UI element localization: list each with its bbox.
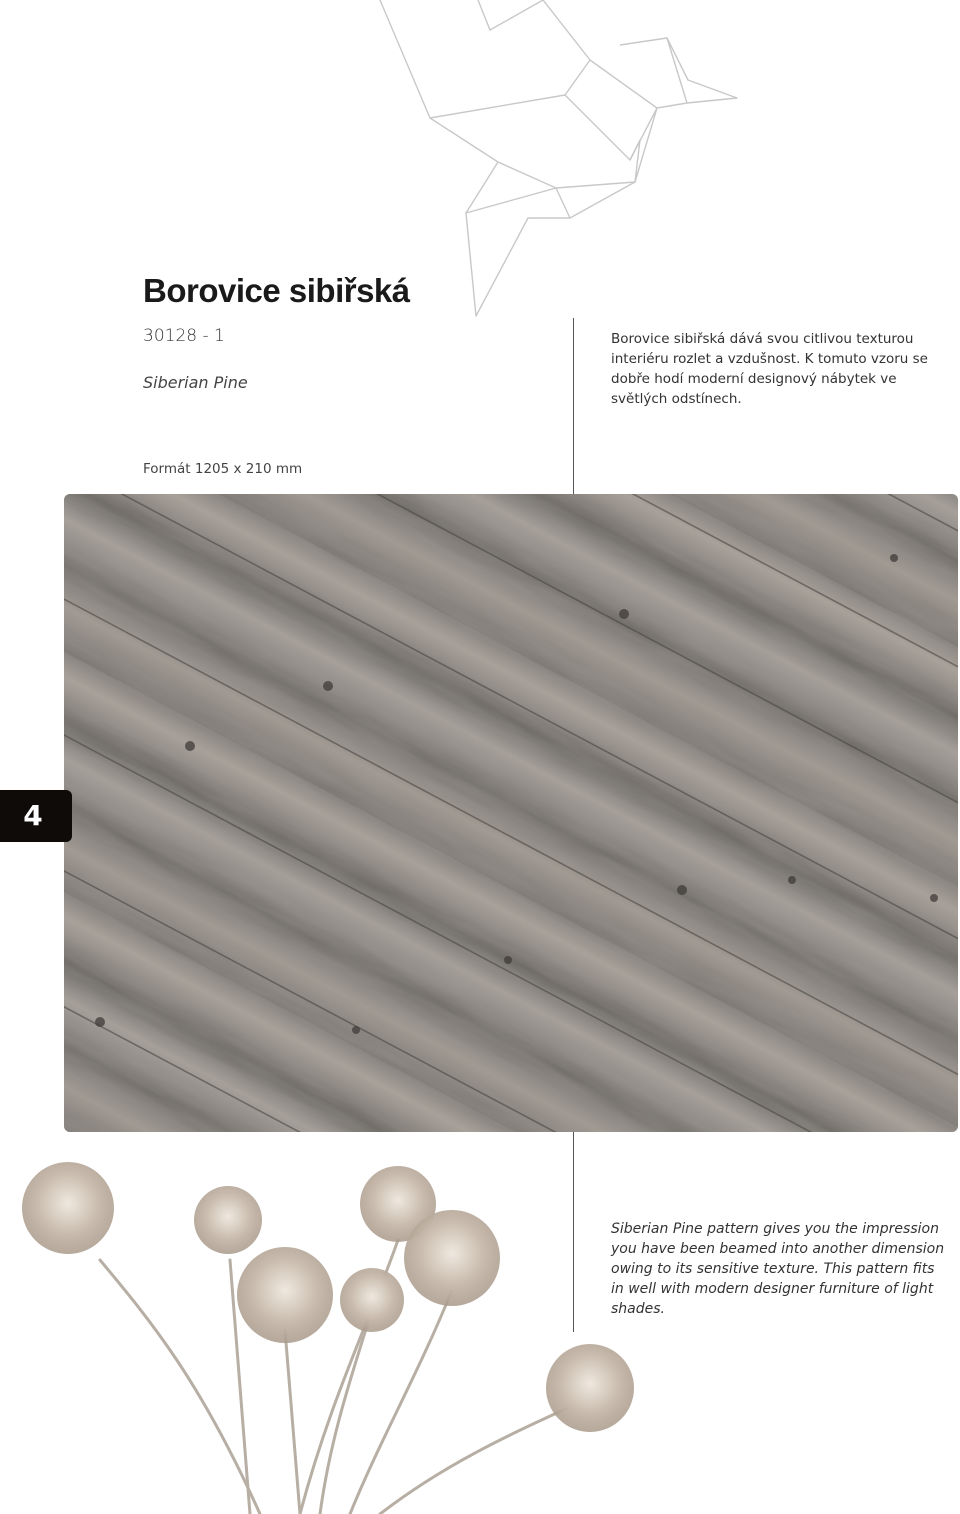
product-title: Borovice sibiřská	[143, 272, 410, 309]
description-czech: Borovice sibiřská dává svou citlivou texturou interiéru rozlet a vzdušnost. K tomuto vzoru se dobře hodí moderní designový nábytek ve světlých odstínech.	[611, 331, 928, 407]
description-english: Siberian Pine pattern gives you the impression you have been beamed into another dimension owing to its sensitive texture. This pattern fits in well with modern designer furniture of light shades.	[611, 1221, 945, 1317]
page-number-tab: 4	[0, 790, 72, 842]
wood-texture-sample	[64, 494, 958, 1132]
thistle-flowers-icon	[0, 1150, 660, 1514]
vertical-divider-top	[573, 318, 574, 495]
product-code: 30128 - 1	[143, 326, 225, 346]
product-subtitle: Siberian Pine	[143, 373, 248, 392]
wood-grain-lines	[64, 494, 958, 1132]
format-label: Formát 1205 x 210 mm	[143, 461, 303, 477]
